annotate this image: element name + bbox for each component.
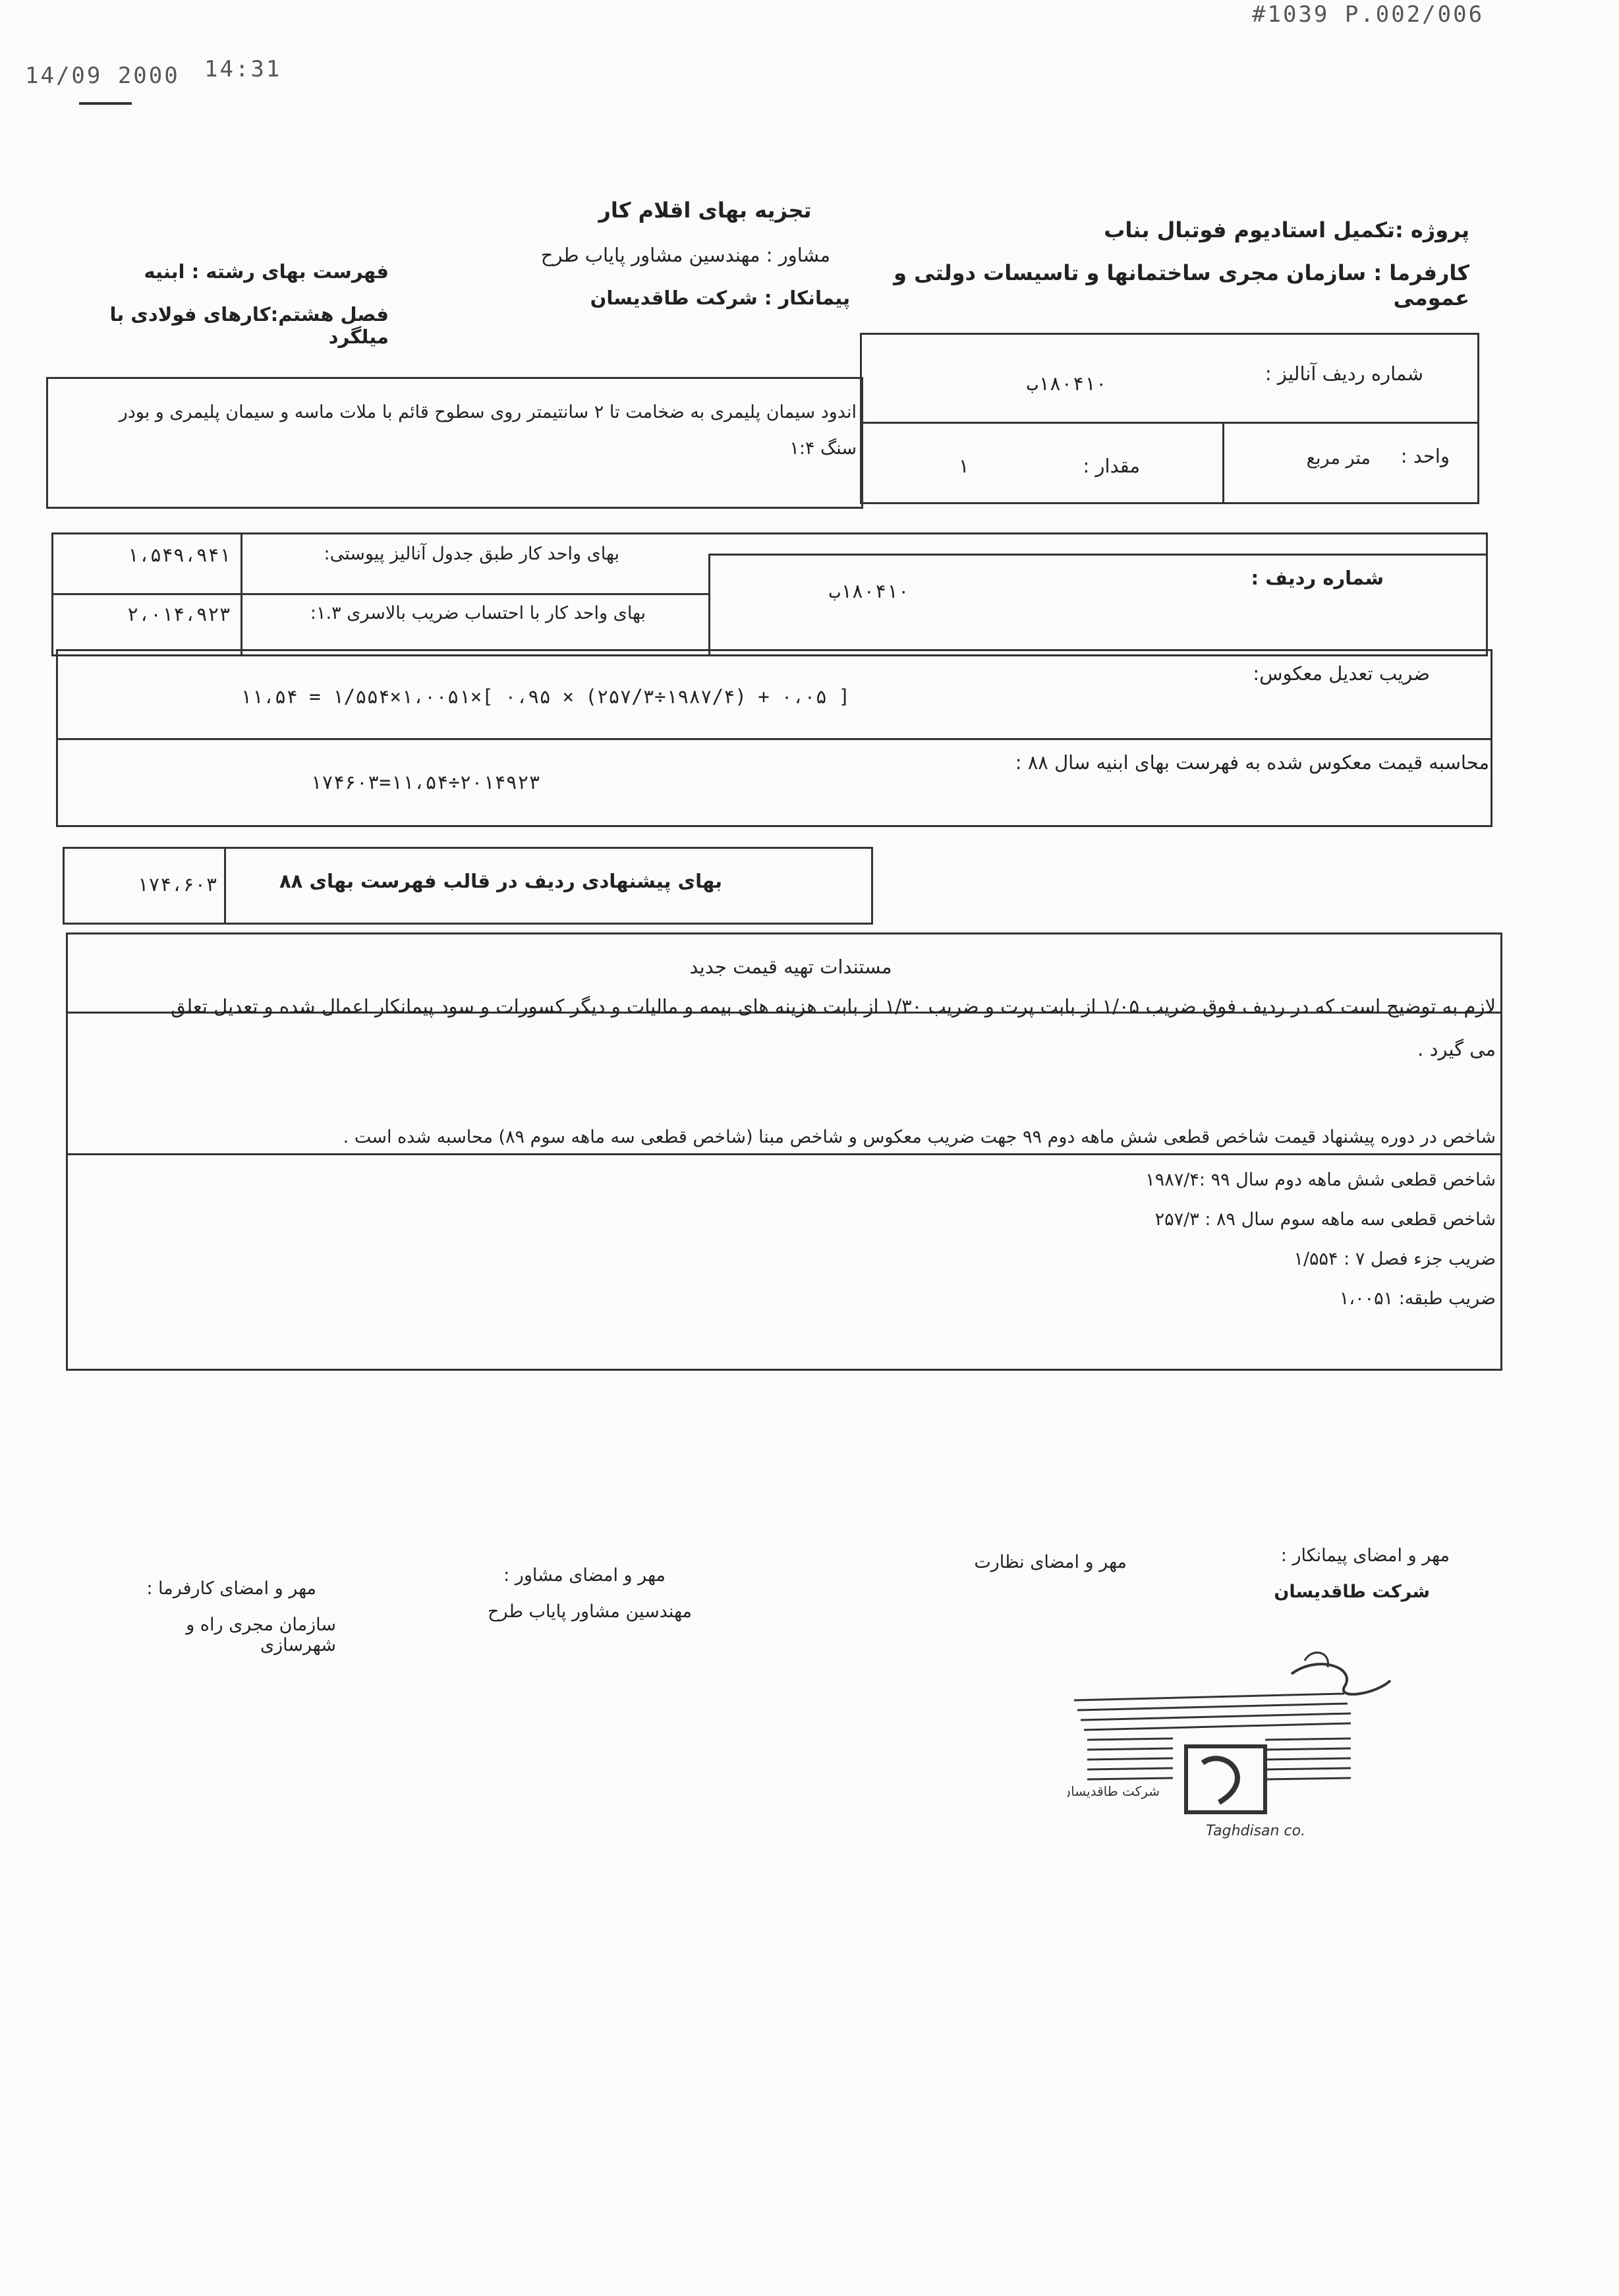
description-line-2: سنگ ۱:۴	[789, 438, 857, 459]
supervision-signature-label: مهر و امضای نظارت	[974, 1552, 1127, 1572]
markup-price-label: بهای واحد کار با احتساب ضریب بالاسری ۱.۳:	[310, 603, 646, 623]
contractor-name: پیمانکار : شرکت طاقدیسان	[590, 287, 850, 309]
documents-note-line-1: لازم به توضیح است که در ردیف فوق ضریب ۱/۰۵ از بابت پرت و ضریب ۱/۳۰ از بابت هزینه های بیمه و مالیات و دیگر کسورات و سود پیمانکار اعمال شده و تعدیل تعلق	[171, 995, 1496, 1018]
fax-time: 14:31	[204, 56, 282, 82]
price-list-field: فهرست بهای رشته : ابنیه	[144, 260, 389, 283]
employer-name: کارفرما : سازمان مجری ساختمانها و تاسیسات دولتی و عمومی	[894, 260, 1469, 310]
description-line-1: اندود سیمان پلیمری به ضخامت تا ۲ سانتیمتر روی سطوح قائم با ملات ماسه و سیمان پلیمری و بودر	[119, 402, 857, 422]
adjustment-label: ضریب تعدیل معکوس:	[1253, 662, 1430, 685]
quantity-value: ۱	[959, 455, 969, 477]
documents-line-a: شاخص قطعی شش ماهه دوم سال ۹۹ :۱۹۸۷/۴	[1145, 1170, 1496, 1190]
documents-index-line: شاخص در دوره پیشنهاد قیمت شاخص قطعی شش ماهه دوم ۹۹ جهت ضریب معکوس و شاخص مبنا (شاخص قطعی سه ماهه سوم ۸۹) محاسبه شده است .	[343, 1127, 1496, 1147]
markup-price-value: ۲،۰۱۴،۹۲۳	[127, 603, 231, 625]
page-title: تجزیه بهای اقلام کار	[598, 198, 812, 223]
analysis-row-value: ۱۸۰۴۱۰ب	[1026, 372, 1107, 395]
stamp-graphic	[1067, 1648, 1423, 1858]
employer-signature-name: سازمان مجری راه و شهرسازی	[186, 1615, 336, 1655]
documents-note-line-2: می گیرد .	[1417, 1038, 1496, 1060]
quantity-label: مقدار :	[1083, 455, 1140, 477]
price-row-value: ۱۸۰۴۱۰ب	[828, 580, 909, 602]
documents-line-d: ضریب طبقه: ۱،۰۰۵۱	[1339, 1288, 1496, 1309]
documents-line-c: ضریب جزء فصل ۷ : ۱/۵۵۴	[1293, 1249, 1496, 1269]
company-stamp	[1067, 1648, 1423, 1858]
unit-price-value: ۱،۵۴۹،۹۴۱	[127, 544, 231, 566]
chapter-name: فصل هشتم:کارهای فولادی با میلگرد	[109, 303, 389, 348]
documents-title: مستندات تهیه قیمت جدید	[689, 956, 892, 978]
unit-value: متر مربع	[1306, 448, 1371, 469]
fax-underline	[79, 102, 132, 105]
analysis-header-table	[860, 333, 1479, 504]
documents-line-b: شاخص قطعی سه ماهه سوم سال ۸۹ : ۲۵۷/۳	[1154, 1209, 1496, 1230]
stamp-text-name: شرکت طاقدیسان	[1067, 1783, 1160, 1799]
project-name: پروژه :تکمیل استادیوم فوتبال بناب	[1104, 217, 1469, 243]
proposed-price-label: بهای پیشنهادی ردیف در قالب فهرست بهای ۸۸	[279, 870, 723, 892]
unit-price-label: بهای واحد کار طبق جدول آنالیز پیوستی:	[324, 544, 619, 564]
adjustment-calc-formula: ۲۰۱۴۹۲۳÷۱۱،۵۴=۱۷۴۶۰۳	[310, 771, 540, 793]
fax-page-number: #1039 P.002/006	[1252, 1, 1485, 28]
proposed-price-value: ۱۷۴،۶۰۳	[136, 873, 217, 896]
fax-date: 14/09 2000	[25, 63, 180, 89]
consultant-signature-label: مهر و امضای مشاور :	[503, 1565, 666, 1586]
stamp-text-latin: Taghdisan co.	[1206, 1823, 1306, 1839]
adjustment-calc-label: محاسبه قیمت معکوس شده به فهرست بهای ابنیه سال ۸۸ :	[1015, 751, 1489, 774]
contractor-signature-name: شرکت طاقدیسان	[1274, 1582, 1430, 1602]
adjustment-formula: [ ۰،۰۵ + (۱۹۸۷/۴÷۲۵۷/۳) × ۰،۹۵ ]×۱،۰۰۵۱×۱/۵۵۴ = ۱۱،۵۴	[240, 685, 850, 708]
contractor-signature-label: مهر و امضای پیمانکار :	[1280, 1545, 1450, 1566]
consultant-signature-name: مهندسین مشاور پایاب طرح	[488, 1601, 692, 1622]
price-row-label: شماره ردیف :	[1251, 567, 1384, 589]
employer-signature-label: مهر و امضای کارفرما :	[146, 1578, 316, 1599]
analysis-row-label: شماره ردیف آنالیز :	[1264, 362, 1423, 385]
unit-label: واحد :	[1400, 445, 1450, 467]
consultant-name: مشاور : مهندسین مشاور پایاب طرح	[540, 244, 830, 266]
